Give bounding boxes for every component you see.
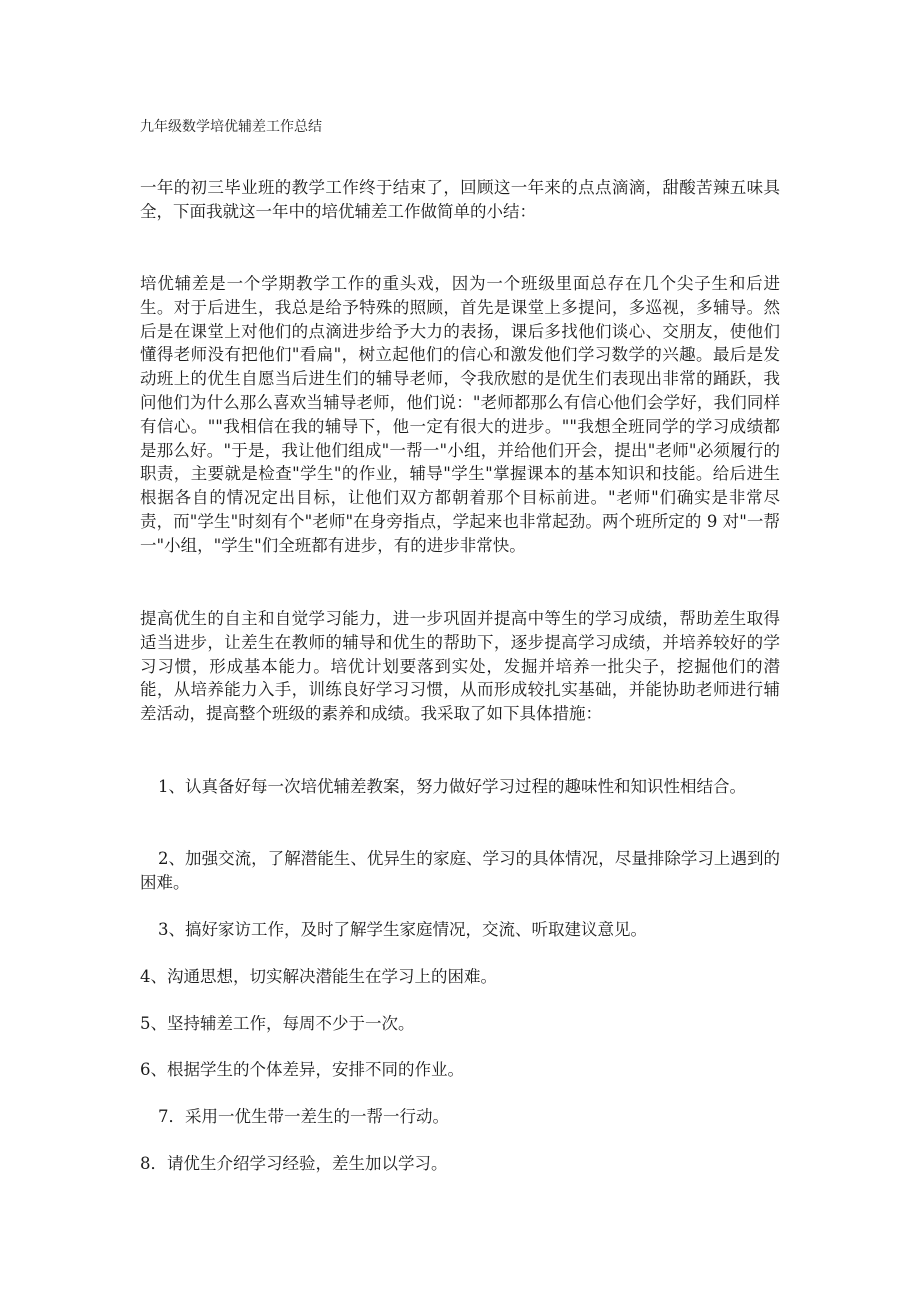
measure-item-5: 5、坚持辅差工作，每周不少于一次。 bbox=[140, 1014, 415, 1033]
measure-item-2: 2、加强交流，了解潜能生、优异生的家庭、学习的具体情况，尽量排除学习上遇到的困难。 bbox=[140, 849, 780, 892]
measure-item-7: 7．采用一优生带一差生的一帮一行动。 bbox=[158, 1107, 449, 1126]
measure-item-4: 4、沟通思想，切实解决潜能生在学习上的困难。 bbox=[140, 967, 497, 986]
document-title: 九年级数学培优辅差工作总结 bbox=[140, 119, 322, 135]
tutoring-paragraph: 培优辅差是一个学期教学工作的重头戏，因为一个班级里面总存在几个尖子生和后进生。对于后进生，我总是给予特殊的照顾，首先是课堂上多提问，多巡视，多辅导。然后是在课堂上对他们的点滴进步给予大力的表扬，课后多找他们谈心、交朋友，使他们懂得老师没有把他们"看扁"，树立起他们的信心和激发他们学习数学的兴趣。最后是发动班上的优生自愿当后进生们的辅导老师，令我欣慰的是优生们表现出非常的踊跃，我问他们为什么那么喜欢当辅导老师，他们说："老师都那么有信心他们会学好，我们同样有信心。""我相信在我的辅导下，他一定有很大的进步。""我想全班同学的学习成绩都是那么好。"于是，我让他们组成"一帮一"小组，并给他们开会，提出"老师"必须履行的职责，主要就是检查"学生"的作业，辅导"学生"掌握课本的基本知识和技能。给后进生根据各自的情况定出目标，让他们双方都朝着那个目标前进。"老师"们确实是非常尽责，而"学生"时刻有个"老师"在身旁指点，学起来也非常起劲。两个班所定的 9 对"一帮一"小组，"学生"们全班都有进步，有的进步非常快。 bbox=[140, 274, 780, 555]
goals-paragraph: 提高优生的自主和自觉学习能力，进一步巩固并提高中等生的学习成绩，帮助差生取得适当进步，让差生在教师的辅导和优生的帮助下，逐步提高学习成绩，并培养较好的学习习惯，形成基本能力。培优计划要落到实处，发掘并培养一批尖子，挖掘他们的潜能，从培养能力入手，训练良好学习习惯，从而形成较扎实基础，并能协助老师进行辅差活动，提高整个班级的素养和成绩。我采取了如下具体措施： bbox=[140, 609, 780, 724]
measure-item-6: 6、根据学生的个体差异，安排不同的作业。 bbox=[140, 1060, 464, 1079]
measure-item-3: 3、搞好家访工作，及时了解学生家庭情况，交流、听取建议意见。 bbox=[158, 920, 647, 939]
measure-item-8: 8．请优生介绍学习经验，差生加以学习。 bbox=[140, 1154, 448, 1173]
measure-item-1: 1、认真备好每一次培优辅差教案，努力做好学习过程的趣味性和知识性相结合。 bbox=[158, 777, 746, 796]
intro-paragraph: 一年的初三毕业班的教学工作终于结束了，回顾这一年来的点点滴滴，甜酸苦辣五味具全，下面我就这一年中的培优辅差工作做简单的小结： bbox=[140, 178, 780, 221]
